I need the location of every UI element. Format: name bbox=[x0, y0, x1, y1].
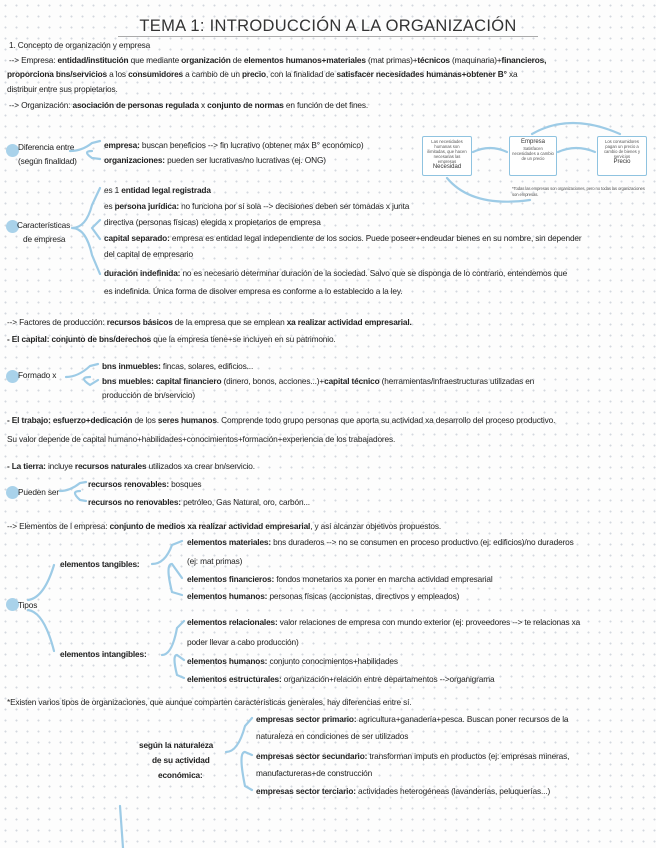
text-run: , con la finalidad de bbox=[265, 69, 337, 79]
bold-term: consumidores bbox=[128, 69, 184, 79]
bold-term: recursos no renovables: bbox=[88, 497, 181, 507]
text-run: --> Elementos de l empresa: bbox=[7, 521, 110, 531]
bracket-caracteristicas bbox=[72, 188, 100, 274]
text-run: --> Factores de producción: bbox=[7, 317, 107, 327]
bracket-intangibles bbox=[162, 621, 184, 678]
text-run: petróleo, Gas Natural, oro, carbón... bbox=[180, 497, 310, 507]
bold-term: elementos materiales: bbox=[187, 537, 272, 547]
text-run: utilizados xa crear bn/servicio. bbox=[146, 461, 255, 471]
text-run: de la empresa que se emplean bbox=[172, 317, 287, 327]
text-run: no es necesario determinar duración de la sociedad. Salvo que se disponga de lo contrario, entendemos que bbox=[180, 268, 568, 278]
text-run: conjunto conocimientos+habilidades bbox=[267, 656, 398, 666]
text-run: directiva (personas físicas) elegida x propietarios de empresa bbox=[104, 217, 321, 227]
bold-term: xa realizar actividad empresarial. bbox=[286, 317, 412, 327]
bold-term: empresas sector secundario: bbox=[256, 751, 368, 761]
text-run: incluye bbox=[47, 461, 75, 471]
existen-note: *Existen varios tipos de organizaciones, que aunque comparten características generales, hay diferencias entre sí. bbox=[7, 697, 412, 707]
tangibles-label: elementos tangibles: bbox=[60, 559, 140, 569]
bold-term: elementos humanos: bbox=[187, 591, 268, 601]
text-run: --> Organización: bbox=[9, 100, 73, 110]
diagram-note: *Todas las empresas son organizaciones, pero no todas las organizaciones son empresas. bbox=[512, 186, 645, 197]
bold-term: persona jurídica: bbox=[114, 201, 179, 211]
bold-term: técnicos bbox=[417, 55, 450, 65]
text-run: a cambio de un bbox=[183, 69, 242, 79]
text-run: producción de bn/servicio) bbox=[102, 390, 195, 400]
text-run: Su valor depende de capital humano+habilidades+conocimientos+formación+experiencia de los trabajadores. bbox=[7, 434, 396, 444]
cycle-arrow-back bbox=[447, 178, 530, 202]
bold-term: empresas sector primario: bbox=[256, 714, 357, 724]
bold-term: elementos humanos+materiales bbox=[243, 55, 366, 65]
bold-term: conjunto de bns/derechos bbox=[51, 334, 152, 344]
bracket-diferencia bbox=[70, 141, 100, 159]
bold-term: recursos renovables: bbox=[88, 479, 169, 489]
text-run: que mediante bbox=[128, 55, 182, 65]
text-run: (herramientas/infraestructuras utilizadas en bbox=[379, 376, 535, 386]
text-run: organización+relación entre departamentos -->organigrama bbox=[281, 674, 495, 684]
bold-term: organización bbox=[181, 55, 231, 65]
bold-term: entidad legal registrada bbox=[121, 185, 211, 195]
text-run: del capital de empresario bbox=[104, 249, 193, 259]
bold-term: - La tierra: bbox=[7, 461, 48, 471]
bold-term: seres humanos bbox=[157, 415, 217, 425]
text-run: valor relaciones de empresa con mundo exterior (ej: proveedores --> te relacionas xa bbox=[277, 617, 581, 627]
naturaleza-label-2: de su actividad bbox=[152, 755, 210, 765]
tipos-label: Tipos bbox=[18, 600, 38, 610]
necesidad-text: Las necesidades humanas son ilimitadas, que hacen necesarias las empresas bbox=[427, 139, 467, 164]
text-run: (ej: mat primas) bbox=[187, 556, 243, 566]
caracteristicas-label-2: de empresa bbox=[23, 234, 66, 244]
necesidad-title: Necesidad bbox=[432, 164, 462, 170]
text-run: xa bbox=[506, 69, 518, 79]
bracket-tangibles bbox=[152, 541, 182, 595]
bold-term: elementos relacionales: bbox=[187, 617, 278, 627]
text-run: distribuir entre sus propietarios. bbox=[7, 84, 118, 94]
text-run: fondos monetarios xa poner en marcha actividad empresarial bbox=[274, 574, 493, 584]
text-run: bosques bbox=[168, 479, 202, 489]
text-run: a los bbox=[107, 69, 129, 79]
text-run: en función de det fines. bbox=[283, 100, 369, 110]
text-run: bns duraderos --> no se consumen en proceso productivo (ej: edificios)/no duraderos bbox=[271, 537, 574, 547]
bold-term: elementos humanos: bbox=[187, 656, 268, 666]
bold-term: esfuerzo+dedicación bbox=[52, 415, 133, 425]
naturaleza-label-3: económica: bbox=[158, 770, 203, 780]
bold-term: conjunto de normas bbox=[207, 100, 284, 110]
bold-term: organizaciones: bbox=[104, 155, 165, 165]
text-run: buscan beneficios --> fin lucrativo (obtener máx B° económico) bbox=[139, 140, 364, 150]
text-run: (dinero, bonos, acciones...)+ bbox=[221, 376, 325, 386]
bold-term: empresas sector terciario: bbox=[256, 786, 356, 796]
text-run: poder llevar a cabo producción) bbox=[187, 637, 299, 647]
cycle-arrow-2 bbox=[558, 148, 595, 152]
bold-term: satisfacer necesidades humanas+obtener B° bbox=[336, 69, 507, 79]
bold-term: precio bbox=[241, 69, 266, 79]
page-title: TEMA 1: INTRODUCCIÓN A LA ORGANIZACIÓN bbox=[139, 17, 517, 35]
text-run: que la empresa tiene+se incluyen en su patrimonio. bbox=[151, 334, 336, 344]
bold-term: - El capital: bbox=[7, 334, 52, 344]
bold-term: recursos básicos bbox=[106, 317, 173, 327]
text-run: pueden ser lucrativas/no lucrativas (ej. ONG) bbox=[164, 155, 326, 165]
bold-term: bns muebles: capital financiero bbox=[102, 376, 222, 386]
bracket-formado bbox=[66, 364, 98, 385]
bold-term: proporciona bns/servicios bbox=[7, 69, 107, 79]
bracket-naturaleza bbox=[226, 718, 252, 790]
caracteristicas-label-1: Características bbox=[17, 220, 71, 230]
naturaleza-label-1: según la naturaleza bbox=[139, 740, 214, 750]
text-run: . Comprende todo grupo personas que aporta su actividad xa desarrollo del proceso productivo. bbox=[216, 415, 556, 425]
bold-term: capital técnico bbox=[324, 376, 380, 386]
text-run: naturaleza en condiciones de ser utilizados bbox=[256, 731, 409, 741]
bold-term: bns inmuebles: bbox=[102, 361, 161, 371]
section-heading: 1. Concepto de organización y empresa bbox=[9, 40, 151, 50]
text-run: es 1 bbox=[104, 185, 122, 195]
diferencia-label-2: (según finalidad) bbox=[18, 156, 77, 166]
formado-label: Formado x bbox=[18, 370, 57, 380]
bold-term: duración indefinida: bbox=[104, 268, 181, 278]
text-run: --> Empresa: bbox=[9, 55, 58, 65]
text-run: de los bbox=[132, 415, 158, 425]
text-run: es indefinida. Única forma de disolver empresa es conforme a lo establecido a la ley. bbox=[104, 286, 403, 296]
bracket-tipos bbox=[28, 565, 54, 651]
cycle-arrow-top bbox=[532, 123, 620, 134]
empresa-title: Empresa bbox=[520, 139, 545, 145]
text-run: empresa es entidad legal independiente de los socios. Puede poseer+endeudar bienes en su nombre, sin depender bbox=[169, 233, 582, 243]
text-run: actividades heterogéneas (lavanderías, peluquerías...) bbox=[355, 786, 551, 796]
text-run: fincas, solares, edificios... bbox=[160, 361, 254, 371]
bracket-pueden bbox=[60, 482, 86, 501]
bold-term: conjunto de medios xa realizar actividad empresarial bbox=[109, 521, 311, 531]
arrow-down bbox=[120, 806, 123, 848]
bold-term: capital separado: bbox=[104, 233, 170, 243]
text-run: es bbox=[104, 201, 115, 211]
precio-text: Los consumidores pagan un precio a cambio de bienes y servicios bbox=[603, 139, 641, 159]
text-run: no funciona por sí sola --> decisiones deben ser tomadas x junta bbox=[178, 201, 410, 211]
precio-title: Precio bbox=[613, 159, 631, 165]
bold-term: asociación de personas regulada bbox=[72, 100, 199, 110]
text-run: manufactureras+de construcción bbox=[256, 768, 373, 778]
pueden-label: Pueden ser bbox=[18, 487, 59, 497]
diferencia-label-1: Diferencia entre bbox=[18, 142, 75, 152]
text-run: (mat primas)+ bbox=[365, 55, 418, 65]
text-run: x bbox=[198, 100, 208, 110]
text-run: agricultura+ganadería+pesca. Buscan poner recursos de la bbox=[356, 714, 569, 724]
bold-term: recursos naturales bbox=[74, 461, 147, 471]
text-run: de bbox=[230, 55, 244, 65]
intangibles-label: elementos intangibles: bbox=[60, 649, 147, 659]
bold-term: empresa: bbox=[104, 140, 140, 150]
bold-term: elementos estructurales: bbox=[187, 674, 282, 684]
cycle-arrow-1 bbox=[473, 148, 507, 152]
text-run: personas físicas (accionistas, directivos y empleados) bbox=[267, 591, 460, 601]
text-run: transforman imputs en productos (ej: empresas mineras, bbox=[367, 751, 570, 761]
text-run: (maquinaria)+ bbox=[449, 55, 502, 65]
bold-term: - El trabajo: bbox=[7, 415, 53, 425]
text-run: , y así alcanzar objetivos propuestos. bbox=[310, 521, 441, 531]
bold-term: financieros, bbox=[501, 55, 547, 65]
bold-term: elementos financieros: bbox=[187, 574, 275, 584]
empresa-text: Satisfacen necesidades a cambio de un precio bbox=[512, 146, 554, 161]
bold-term: entidad/institución bbox=[57, 55, 129, 65]
